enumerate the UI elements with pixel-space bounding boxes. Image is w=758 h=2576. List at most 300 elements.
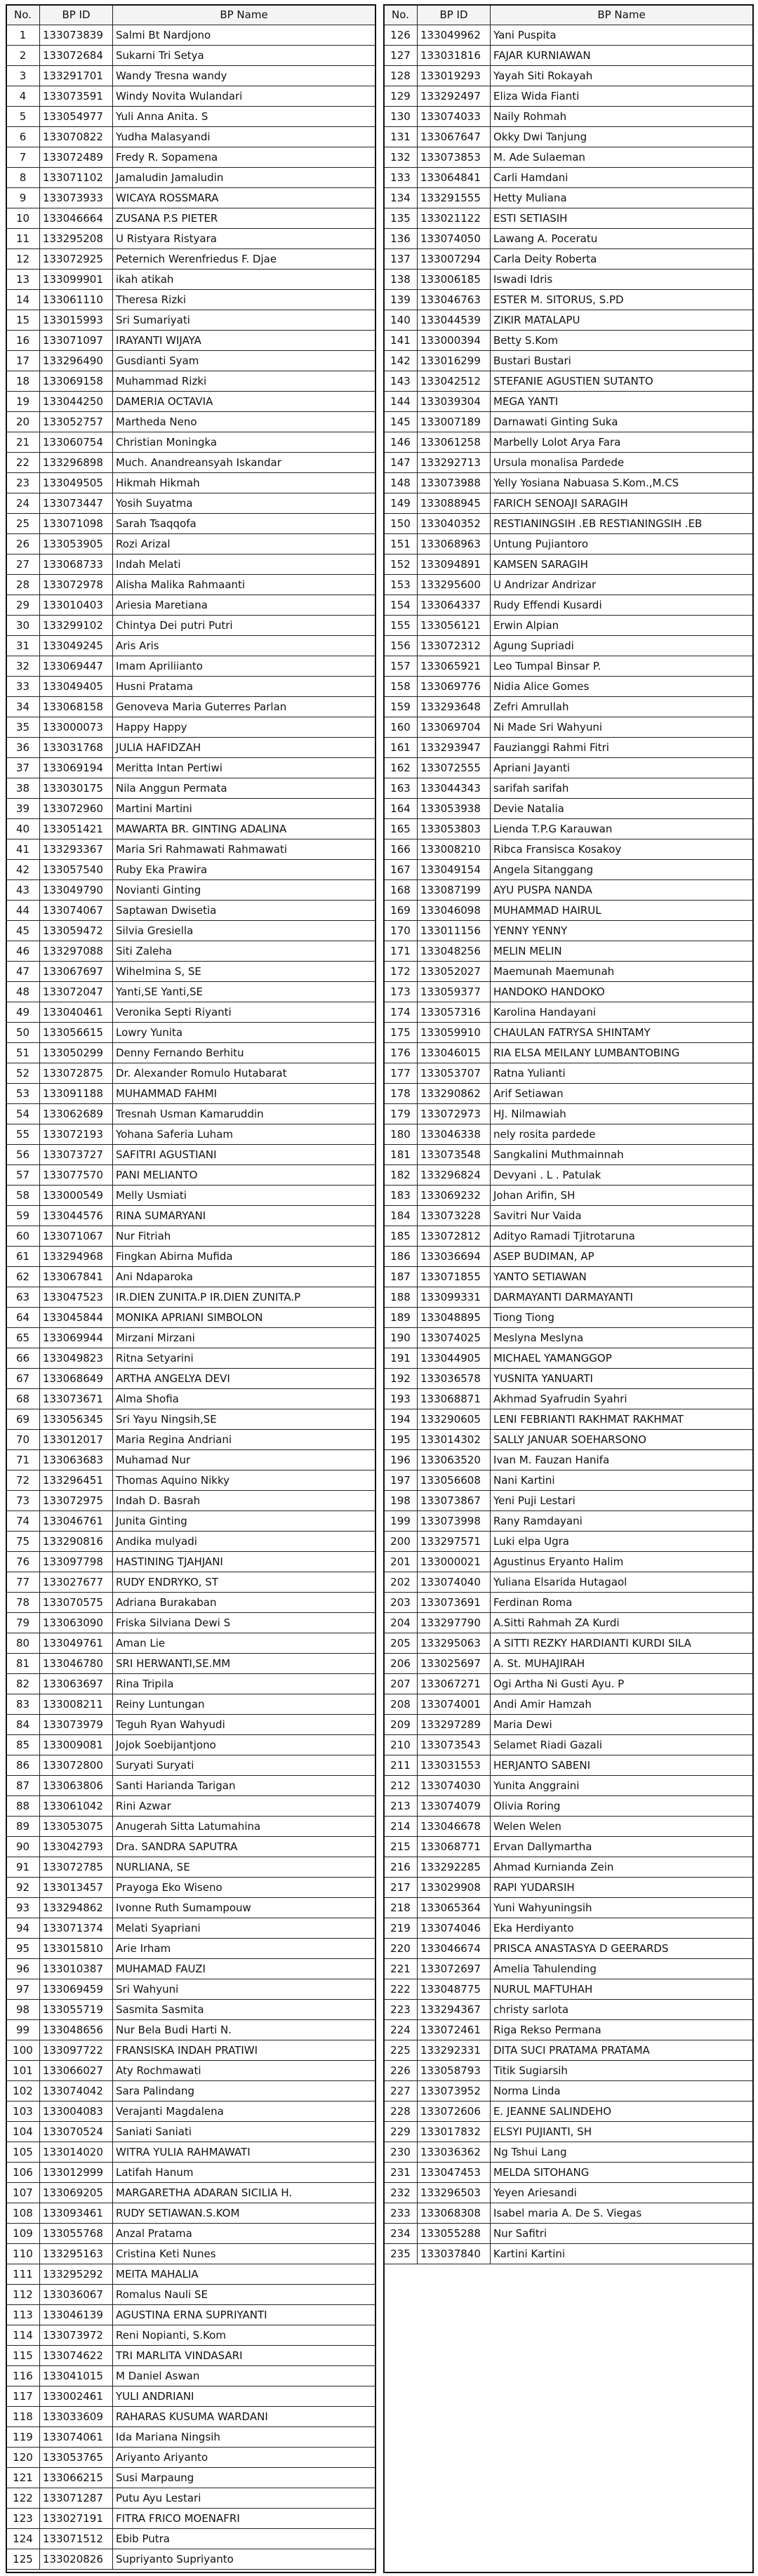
row-number: 158 — [384, 677, 418, 697]
table-row — [384, 270, 753, 290]
row-number: 81 — [6, 1654, 40, 1674]
bp-name-cell: Sri Sumariyati — [113, 310, 375, 331]
bp-name-cell: Mirzani Mirzani — [113, 1328, 375, 1348]
row-number: 195 — [384, 1430, 418, 1450]
bp-id-cell: 133290605 — [418, 1409, 491, 1430]
bp-name-cell: FITRA FRICO MOENAFRI — [113, 2509, 375, 2529]
row-number: 165 — [384, 819, 418, 839]
bp-name-cell: Arie Irham — [113, 1939, 375, 1959]
table-row — [384, 1450, 753, 1470]
row-number: 197 — [384, 1470, 418, 1491]
table-row — [6, 901, 375, 921]
bp-name-cell: Ni Made Sri Wahyuni — [491, 717, 753, 738]
bp-name-cell: Melati Syapriani — [113, 1918, 375, 1939]
bp-id-cell: 133014020 — [40, 2142, 113, 2163]
row-number: 6 — [6, 127, 40, 147]
table-row — [384, 636, 753, 656]
table-row — [6, 1796, 375, 1817]
header-bp-name: BP Name — [491, 5, 753, 25]
row-number: 125 — [6, 2549, 40, 2570]
table-row — [6, 2325, 375, 2346]
bp-name-cell: Sri Wahyuni — [113, 1979, 375, 2000]
bp-name-cell: Ribca Fransisca Kosakoy — [491, 839, 753, 860]
bp-id-cell: 133009081 — [40, 1735, 113, 1755]
table-row — [6, 514, 375, 534]
bp-name-cell: Fauzianggi Rahmi Fitri — [491, 738, 753, 758]
bp-name-cell: Ariesia Maretiana — [113, 595, 375, 616]
row-number: 168 — [384, 880, 418, 901]
bp-id-cell: 133071855 — [418, 1267, 491, 1287]
bp-id-cell: 133067647 — [418, 127, 491, 147]
bp-id-cell: 133074050 — [418, 229, 491, 249]
bp-name-cell: MUHAMMAD FAHMI — [113, 1084, 375, 1104]
row-number: 146 — [384, 432, 418, 453]
table-row — [6, 2142, 375, 2163]
bp-name-cell: MICHAEL YAMANGGOP — [491, 1348, 753, 1369]
bp-id-cell: 133074040 — [418, 1572, 491, 1593]
bp-name-cell: Ani Ndaparoka — [113, 1267, 375, 1287]
bp-id-cell: 133297790 — [418, 1613, 491, 1633]
bp-name-cell: Denny Fernando Berhitu — [113, 1043, 375, 1063]
table-row — [384, 697, 753, 717]
bp-name-cell: MONIKA APRIANI SIMBOLON — [113, 1308, 375, 1328]
bp-name-cell: NURLIANA, SE — [113, 1857, 375, 1878]
bp-id-cell: 133039304 — [418, 392, 491, 412]
table-row — [384, 493, 753, 514]
bp-name-cell: RUDY SETIAWAN.S.KOM — [113, 2203, 375, 2224]
bp-name-cell: Lienda T.P.G Karauwan — [491, 819, 753, 839]
row-number: 111 — [6, 2264, 40, 2285]
bp-id-cell: 133073671 — [40, 1389, 113, 1409]
row-number: 14 — [6, 290, 40, 310]
bp-id-cell: 133055288 — [418, 2224, 491, 2244]
table-row — [6, 127, 375, 147]
bp-name-cell: Ruby Eka Prawira — [113, 860, 375, 880]
bp-name-cell: A SITTI REZKY HARDIANTI KURDI SILA — [491, 1633, 753, 1654]
table-row — [6, 2122, 375, 2142]
bp-id-cell: 133070575 — [40, 1593, 113, 1613]
row-number: 96 — [6, 1959, 40, 1979]
bp-name-cell: Imam Apriliianto — [113, 656, 375, 677]
bp-name-cell: sarifah sarifah — [491, 778, 753, 799]
table-row — [6, 2366, 375, 2386]
bp-name-cell: Gusdianti Syam — [113, 351, 375, 371]
table-row — [384, 575, 753, 595]
bp-id-cell: 133041015 — [40, 2366, 113, 2386]
bp-name-cell: Rozi Arizal — [113, 534, 375, 555]
header-no: No. — [6, 5, 40, 25]
bp-name-cell: RINA SUMARYANI — [113, 1206, 375, 1226]
bp-name-cell: Andika mulyadi — [113, 1532, 375, 1552]
bp-name-cell: Friska Silviana Dewi S — [113, 1613, 375, 1633]
bp-id-cell: 133067697 — [40, 962, 113, 982]
bp-name-cell: Supriyanto Supriyanto — [113, 2549, 375, 2570]
row-number: 37 — [6, 758, 40, 778]
row-number: 156 — [384, 636, 418, 656]
row-number: 59 — [6, 1206, 40, 1226]
bp-id-cell: 133040352 — [418, 514, 491, 534]
bp-id-cell: 133013457 — [40, 1878, 113, 1898]
table-row — [6, 758, 375, 778]
bp-name-cell: Yuliana Elsarida Hutagaol — [491, 1572, 753, 1593]
table-row — [384, 1674, 753, 1694]
table-row — [6, 534, 375, 555]
table-row — [6, 1735, 375, 1755]
table-row — [6, 2203, 375, 2224]
table-row — [6, 860, 375, 880]
row-number: 74 — [6, 1511, 40, 1532]
bp-name-cell: Meslyna Meslyna — [491, 1328, 753, 1348]
table-row — [6, 941, 375, 962]
bp-id-cell: 133064841 — [418, 168, 491, 188]
row-number: 83 — [6, 1694, 40, 1715]
bp-id-cell: 133031553 — [418, 1755, 491, 1776]
bp-id-cell: 133073998 — [418, 1511, 491, 1532]
table-row — [6, 25, 375, 46]
bp-id-cell: 133056608 — [418, 1470, 491, 1491]
bp-id-cell: 133070524 — [40, 2122, 113, 2142]
bp-name-cell: ZIKIR MATALAPU — [491, 310, 753, 331]
table-row — [384, 1817, 753, 1837]
row-number: 104 — [6, 2122, 40, 2142]
row-number: 219 — [384, 1918, 418, 1939]
row-number: 143 — [384, 371, 418, 392]
row-number: 132 — [384, 147, 418, 168]
row-number: 71 — [6, 1450, 40, 1470]
table-row — [6, 2427, 375, 2448]
bp-id-cell: 133073228 — [418, 1206, 491, 1226]
table-row — [384, 819, 753, 839]
row-number: 7 — [6, 147, 40, 168]
bp-name-cell: Maria Dewi — [491, 1715, 753, 1735]
table-header-row — [6, 5, 375, 25]
bp-name-cell: MUHAMMAD HAIRUL — [491, 901, 753, 921]
bp-name-cell: Sara Palindang — [113, 2081, 375, 2102]
bp-name-cell: Ebib Putra — [113, 2529, 375, 2549]
table-row — [384, 1165, 753, 1186]
bp-name-cell: Ursula monalisa Pardede — [491, 453, 753, 473]
bp-id-cell: 133073853 — [418, 147, 491, 168]
bp-name-cell: Andi Amir Hamzah — [491, 1694, 753, 1715]
table-row — [384, 2102, 753, 2122]
row-number: 35 — [6, 717, 40, 738]
table-row — [6, 1043, 375, 1063]
bp-id-cell: 133046664 — [40, 208, 113, 229]
bp-name-cell: Betty S.Kom — [491, 331, 753, 351]
row-number: 186 — [384, 1247, 418, 1267]
bp-name-cell: Ivonne Ruth Sumampouw — [113, 1898, 375, 1918]
row-number: 193 — [384, 1389, 418, 1409]
bp-id-cell: 133059472 — [40, 921, 113, 941]
row-number: 54 — [6, 1104, 40, 1124]
bp-id-cell: 133010387 — [40, 1959, 113, 1979]
bp-id-cell: 133099901 — [40, 270, 113, 290]
table-row — [384, 249, 753, 270]
row-number: 157 — [384, 656, 418, 677]
bp-name-cell: Devie Natalia — [491, 799, 753, 819]
row-number: 198 — [384, 1491, 418, 1511]
bp-id-cell: 133296824 — [418, 1165, 491, 1186]
row-number: 112 — [6, 2285, 40, 2305]
table-row — [6, 290, 375, 310]
row-number: 19 — [6, 392, 40, 412]
row-number: 211 — [384, 1755, 418, 1776]
table-row — [6, 1755, 375, 1776]
bp-name-cell: Anugerah Sitta Latumahina — [113, 1817, 375, 1837]
row-number: 67 — [6, 1369, 40, 1389]
bp-name-cell: SALLY JANUAR SOEHARSONO — [491, 1430, 753, 1450]
table-row — [6, 107, 375, 127]
table-row — [6, 2163, 375, 2183]
table-row — [384, 147, 753, 168]
table-row — [384, 1104, 753, 1124]
table-row — [384, 1328, 753, 1348]
bp-id-cell: 133069704 — [418, 717, 491, 738]
bp-name-cell: Silvia Gresiella — [113, 921, 375, 941]
bp-name-cell: Yayah Siti Rokayah — [491, 66, 753, 86]
bp-id-cell: 133072960 — [40, 799, 113, 819]
row-number: 187 — [384, 1267, 418, 1287]
row-number: 10 — [6, 208, 40, 229]
row-number: 50 — [6, 1023, 40, 1043]
bp-name-cell: Naily Rohmah — [491, 107, 753, 127]
table-row — [384, 677, 753, 697]
row-number: 30 — [6, 616, 40, 636]
bp-name-cell: A.Sitti Rahmah ZA Kurdi — [491, 1613, 753, 1633]
bp-name-cell: Husni Pratama — [113, 677, 375, 697]
bp-id-cell: 133063683 — [40, 1450, 113, 1470]
bp-id-cell: 133053938 — [418, 799, 491, 819]
row-number: 136 — [384, 229, 418, 249]
bp-name-cell: RIA ELSA MEILANY LUMBANTOBING — [491, 1043, 753, 1063]
row-number: 223 — [384, 2000, 418, 2020]
bp-id-cell: 133069944 — [40, 1328, 113, 1348]
bp-id-cell: 133097798 — [40, 1552, 113, 1572]
table-row — [384, 1470, 753, 1491]
row-number: 220 — [384, 1939, 418, 1959]
bp-id-cell: 133048775 — [418, 1979, 491, 2000]
bp-name-cell: Yani Puspita — [491, 25, 753, 46]
bp-id-cell: 133069194 — [40, 758, 113, 778]
bp-id-cell: 133015810 — [40, 1939, 113, 1959]
bp-id-cell: 133073543 — [418, 1735, 491, 1755]
bp-id-cell: 133052027 — [418, 962, 491, 982]
bp-id-cell: 133055719 — [40, 2000, 113, 2020]
bp-id-cell: 133033609 — [40, 2407, 113, 2427]
table-row — [384, 758, 753, 778]
bp-name-cell: AGUSTINA ERNA SUPRIYANTI — [113, 2305, 375, 2325]
table-row — [6, 2488, 375, 2509]
bp-name-cell: PRISCA ANASTASYA D GEERARDS — [491, 1939, 753, 1959]
table-row — [6, 1633, 375, 1654]
row-number: 46 — [6, 941, 40, 962]
row-number: 48 — [6, 982, 40, 1002]
bp-name-cell: Ervan Dallymartha — [491, 1837, 753, 1857]
bp-name-cell: Thomas Aquino Nikky — [113, 1470, 375, 1491]
bp-id-cell: 133297289 — [418, 1715, 491, 1735]
table-row — [384, 1735, 753, 1755]
table-row — [6, 432, 375, 453]
bp-id-cell: 133057540 — [40, 860, 113, 880]
table-row — [6, 1186, 375, 1206]
row-number: 161 — [384, 738, 418, 758]
table-row — [384, 717, 753, 738]
row-number: 72 — [6, 1470, 40, 1491]
bp-id-cell: 133074622 — [40, 2346, 113, 2366]
bp-id-cell: 133047453 — [418, 2163, 491, 2183]
bp-name-cell: LENI FEBRIANTI RAKHMAT RAKHMAT — [491, 1409, 753, 1430]
table-row — [384, 1308, 753, 1328]
table-row — [384, 941, 753, 962]
row-number: 53 — [6, 1084, 40, 1104]
table-row — [384, 778, 753, 799]
bp-id-cell: 133049405 — [40, 677, 113, 697]
bp-name-cell: Zefri Amrullah — [491, 697, 753, 717]
bp-name-cell: Apriani Jayanti — [491, 758, 753, 778]
table-row — [6, 493, 375, 514]
bp-id-cell: 133044539 — [418, 310, 491, 331]
bp-name-cell: Angela Sitanggang — [491, 860, 753, 880]
row-number: 133 — [384, 168, 418, 188]
bp-id-cell: 133296490 — [40, 351, 113, 371]
bp-id-cell: 133297088 — [40, 941, 113, 962]
table-row — [6, 1857, 375, 1878]
bp-name-cell: Rudy Effendi Kusardi — [491, 595, 753, 616]
table-row — [6, 1654, 375, 1674]
bp-id-cell: 133294862 — [40, 1898, 113, 1918]
table-row — [6, 229, 375, 249]
row-number: 87 — [6, 1776, 40, 1796]
row-number: 15 — [6, 310, 40, 331]
bp-name-cell: Anzal Pratama — [113, 2224, 375, 2244]
bp-id-cell: 133020826 — [40, 2549, 113, 2570]
table-row — [6, 2264, 375, 2285]
table-row — [384, 1857, 753, 1878]
table-row — [384, 962, 753, 982]
bp-id-cell: 133046780 — [40, 1654, 113, 1674]
bp-id-cell: 133014302 — [418, 1430, 491, 1450]
bp-id-cell: 133006185 — [418, 270, 491, 290]
row-number: 26 — [6, 534, 40, 555]
bp-id-cell: 133293947 — [418, 738, 491, 758]
bp-name-cell: TRI MARLITA VINDASARI — [113, 2346, 375, 2366]
row-number: 178 — [384, 1084, 418, 1104]
table-row — [6, 2448, 375, 2468]
table-row — [6, 717, 375, 738]
row-number: 102 — [6, 2081, 40, 2102]
bp-id-cell: 133072461 — [418, 2020, 491, 2040]
bp-name-cell: U Ristyara Ristyara — [113, 229, 375, 249]
table-row — [6, 1918, 375, 1939]
bp-name-cell: MAWARTA BR. GINTING ADALINA — [113, 819, 375, 839]
bp-name-cell: Ida Mariana Ningsih — [113, 2427, 375, 2448]
bp-name-cell: ZUSANA P.S PIETER — [113, 208, 375, 229]
bp-name-cell: Indah D. Basrah — [113, 1491, 375, 1511]
row-number: 173 — [384, 982, 418, 1002]
row-number: 115 — [6, 2346, 40, 2366]
bp-name-cell: Tiong Tiong — [491, 1308, 753, 1328]
row-number: 131 — [384, 127, 418, 147]
bp-name-cell: Lowry Yunita — [113, 1023, 375, 1043]
bp-name-cell: Johan Arifin, SH — [491, 1186, 753, 1206]
bp-name-cell: Ng Tshui Lang — [491, 2142, 753, 2163]
bp-id-cell: 133016299 — [418, 351, 491, 371]
bp-id-cell: 133049505 — [40, 473, 113, 493]
row-number: 114 — [6, 2325, 40, 2346]
bp-name-cell: Yuni Wahyuningsih — [491, 1898, 753, 1918]
bp-name-cell: WITRA YULIA RAHMAWATI — [113, 2142, 375, 2163]
row-number: 207 — [384, 1674, 418, 1694]
table-row — [6, 880, 375, 901]
table-row — [6, 1389, 375, 1409]
row-number: 64 — [6, 1308, 40, 1328]
bp-name-cell: Amelia Tahulending — [491, 1959, 753, 1979]
table-row — [6, 1165, 375, 1186]
row-number: 47 — [6, 962, 40, 982]
bp-id-cell: 133069447 — [40, 656, 113, 677]
bp-name-cell: Fingkan Abirna Mufida — [113, 1247, 375, 1267]
bp-id-cell: 133067841 — [40, 1267, 113, 1287]
table-row — [384, 412, 753, 432]
table-row — [384, 2163, 753, 2183]
bp-name-cell: Kartini Kartini — [491, 2244, 753, 2264]
row-number: 45 — [6, 921, 40, 941]
bp-id-cell: 133053075 — [40, 1817, 113, 1837]
bp-name-cell: Novianti Ginting — [113, 880, 375, 901]
bp-id-cell: 133015993 — [40, 310, 113, 331]
table-row — [6, 1776, 375, 1796]
row-number: 199 — [384, 1511, 418, 1532]
bp-name-cell: Maria Sri Rahmawati Rahmawati — [113, 839, 375, 860]
row-number: 160 — [384, 717, 418, 738]
table-row — [384, 514, 753, 534]
bp-id-cell: 133017832 — [418, 2122, 491, 2142]
table-row — [6, 1959, 375, 1979]
row-number: 140 — [384, 310, 418, 331]
bp-name-cell: Jamaludin Jamaludin — [113, 168, 375, 188]
table-row — [6, 2407, 375, 2427]
bp-name-cell: RAPI YUDARSIH — [491, 1878, 753, 1898]
bp-name-cell: Nila Anggun Permata — [113, 778, 375, 799]
bp-name-cell: Aty Rochmawati — [113, 2061, 375, 2081]
table-body-left — [6, 25, 375, 2570]
bp-name-cell: Martini Martini — [113, 799, 375, 819]
table-row — [6, 1063, 375, 1084]
table-row — [384, 1348, 753, 1369]
bp-id-cell: 133062689 — [40, 1104, 113, 1124]
table-row — [6, 1817, 375, 1837]
bp-id-cell: 133088945 — [418, 493, 491, 514]
row-number: 18 — [6, 371, 40, 392]
table-row — [6, 2224, 375, 2244]
bp-id-cell: 133073727 — [40, 1145, 113, 1165]
bp-id-cell: 133068733 — [40, 555, 113, 575]
bp-name-cell: Ahmad Kurnianda Zein — [491, 1857, 753, 1878]
bp-id-cell: 133053803 — [418, 819, 491, 839]
row-number: 1 — [6, 25, 40, 46]
row-number: 153 — [384, 575, 418, 595]
table-row — [384, 1796, 753, 1817]
row-number: 39 — [6, 799, 40, 819]
row-number: 203 — [384, 1593, 418, 1613]
bp-name-cell: MEITA MAHALIA — [113, 2264, 375, 2285]
row-number: 159 — [384, 697, 418, 717]
bp-id-cell: 133292331 — [418, 2040, 491, 2061]
bp-name-cell: Windy Novita Wulandari — [113, 86, 375, 107]
bp-id-cell: 133068649 — [40, 1369, 113, 1389]
bp-name-cell: Alma Shofia — [113, 1389, 375, 1409]
bp-id-cell: 133073979 — [40, 1715, 113, 1735]
